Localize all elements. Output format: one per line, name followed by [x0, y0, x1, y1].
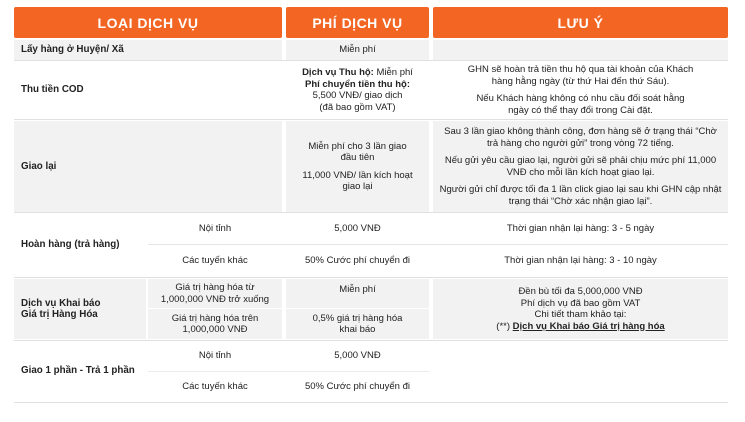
- row-declare-sub2: Giá trị hàng hóa trên 1,000,000 VNĐ: [148, 309, 282, 339]
- row-partial-label: Giao 1 phần - Trả 1 phần: [21, 365, 135, 377]
- divider: [14, 60, 728, 61]
- row-redeliver-note: Sau 3 lần giao không thành công, đơn hàng sẽ ở trạng thái “Chờ trả hàng cho người gửi” trong vòng 72 tiếng. Nếu gửi yêu cầu giao lại, người gửi sẽ phải chịu mức phí 11,000 VNĐ cho mỗi lần kích hoạt giao lại. Người gửi chỉ được tối đa 1 lần click giao lại sau khi GHN cập nhật trạng thái “Chờ xác nhận giao lại”.: [433, 121, 728, 212]
- row-return-fee2: 50% Cước phí chuyển đi: [304, 255, 410, 267]
- divider: [14, 119, 728, 120]
- header-note: LƯU Ý: [433, 7, 728, 38]
- row-redeliver-label: Giao lại: [14, 121, 282, 212]
- divider: [14, 402, 728, 403]
- header-fee: PHÍ DỊCH VỤ: [286, 7, 429, 38]
- row-cod-note: GHN sẽ hoàn trả tiền thu hộ qua tài khoản của Khách hàng hằng ngày (từ thứ Hai đến thứ Sáu). Nếu Khách hàng không có nhu cầu đối soát hằng ngày có thể thay đổi trong Cài đặt.: [467, 64, 694, 116]
- row-declare-fee1: Miễn phí: [286, 279, 429, 308]
- divider: [148, 244, 728, 245]
- row-partial-sub1: Nội tỉnh: [198, 349, 232, 361]
- row-pickup-label: Lấy hàng ở Huyện/ Xã: [14, 40, 282, 60]
- divider: [148, 371, 430, 372]
- row-return-sub2: Các tuyến khác: [182, 255, 248, 267]
- row-partial-note: [433, 341, 728, 402]
- row-return-note1: Thời gian nhận lại hàng: 3 - 5 ngày: [506, 223, 655, 235]
- row-return-sub1: Nội tỉnh: [198, 223, 232, 235]
- declare-service-link[interactable]: Dịch vụ Khai báo Giá trị hàng hóa: [512, 320, 665, 332]
- row-return-fee1: 5,000 VNĐ: [334, 223, 381, 235]
- row-partial-fee1: 5,000 VNĐ: [334, 349, 381, 361]
- row-cod-fee: Dịch vụ Thu hộ: Miễn phí Phí chuyển tiền thu hộ: 5,500 VNĐ/ giao dịch (đã bao gồm VAT): [302, 67, 413, 113]
- row-pickup-fee: Miễn phí: [286, 40, 429, 60]
- row-declare-sub1: Giá trị hàng hóa từ 1,000,000 VNĐ trở xuống: [148, 279, 282, 308]
- row-partial-sub2: Các tuyến khác: [182, 381, 248, 393]
- row-return-label: Hoàn hàng (trả hàng): [21, 239, 120, 251]
- row-declare-label: Dịch vụ Khai báo Giá trị Hàng Hóa: [14, 279, 146, 339]
- divider: [14, 277, 728, 278]
- row-cod-label: Thu tiền COD: [21, 84, 84, 96]
- divider: [14, 340, 728, 341]
- divider: [14, 212, 728, 213]
- row-redeliver-fee: Miễn phí cho 3 lần giao đầu tiên 11,000 VNĐ/ lần kích hoạt giao lại: [286, 121, 429, 212]
- row-declare-fee2: 0,5% giá trị hàng hóa khai báo: [286, 309, 429, 339]
- row-partial-fee2: 50% Cước phí chuyển đi: [304, 381, 410, 393]
- row-declare-note: Đền bù tối đa 5,000,000 VNĐ Phí dịch vụ đã bao gồm VAT Chi tiết tham khảo tại: (**) Dịch vụ Khai báo Giá trị hàng hóa: [433, 279, 728, 339]
- row-pickup-note: [433, 40, 728, 60]
- header-service: LOẠI DỊCH VỤ: [14, 7, 282, 38]
- row-return-note2: Thời gian nhận lại hàng: 3 - 10 ngày: [504, 255, 657, 267]
